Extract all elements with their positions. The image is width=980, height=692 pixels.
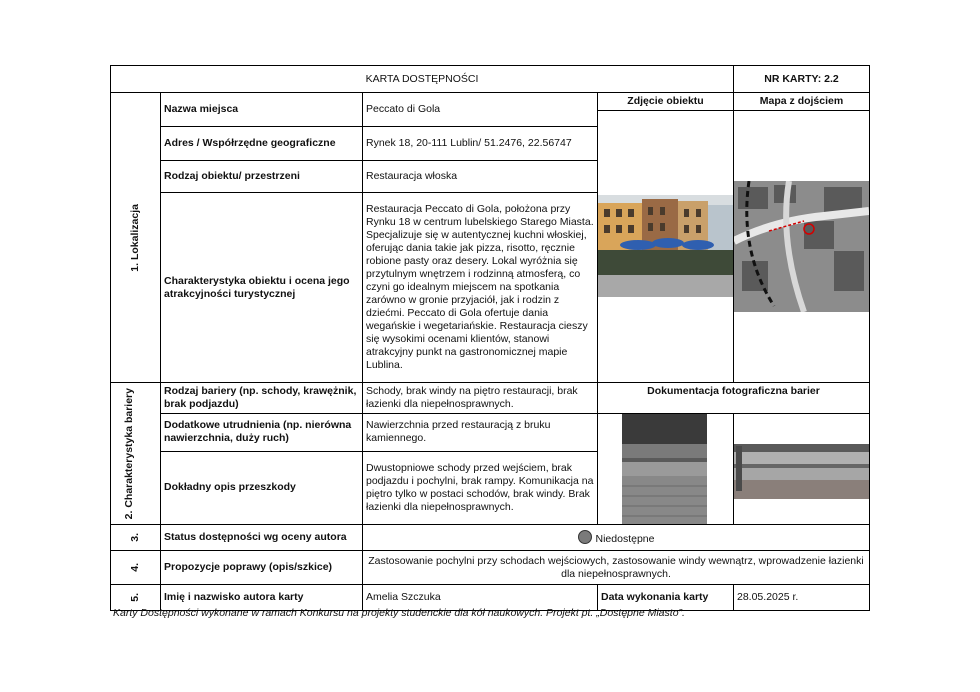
photo-header: Zdjęcie obiektu (598, 93, 734, 111)
accessibility-card-table (110, 65, 870, 611)
date-label: Data wykonania karty (598, 585, 734, 611)
object-photo-cell (598, 111, 734, 383)
section3-row (111, 525, 870, 551)
card-title: KARTA DOSTĘPNOŚCI (111, 66, 734, 93)
barrier-photo-cell-1 (598, 414, 734, 525)
docs-header: Dokumentacja fotograficzna barier (598, 383, 870, 414)
section2-row-1 (111, 383, 870, 414)
field-label: Charakterystyka obiektu i ocena jego atrakcyjności turystycznej (161, 193, 363, 383)
map-cell (734, 111, 870, 383)
field-label: Rodzaj bariery (np. schody, krawężnik, brak podjazdu) (161, 383, 363, 414)
section2-label: 2. Charakterystyka bariery (111, 383, 161, 525)
footnote: Karty Dostępności wykonane w ramach Konkursu na projekty studenckie dla kół naukowych. Projekt pt. „Dostępne Miasto”. (113, 607, 685, 619)
section4-row (111, 551, 870, 585)
status-value: Niedostępne (595, 532, 655, 545)
status-dot-icon (578, 530, 592, 544)
improvements-value: Zastosowanie pochylni przy schodach wejściowych, zastosowanie windy wewnątrz, wprowadzenie łazienki dla niepełnosprawnych. (363, 551, 870, 585)
header-row (111, 66, 870, 93)
entrance-stairs-photo (622, 414, 734, 524)
section3-label: 3. (111, 525, 161, 551)
section1-label: 1. Lokalizacja (111, 93, 161, 383)
section1-row-1 (111, 93, 870, 111)
field-label: Nazwa miejsca (161, 93, 363, 127)
status-title: Status dostępności wg oceny autora (161, 525, 363, 551)
field-value: Nawierzchnia przed restauracją z bruku kamiennego. (363, 414, 598, 452)
barrier-photo-cell-2 (734, 414, 870, 525)
section2-row-2 (111, 414, 870, 452)
field-value: Dwustopniowe schody przed wejściem, brak podjazdu i pochylni, brak rampy. Komunikacja na piętro tylko w postaci schodów, brak windy. Brak łazienki dla niepełnosprawnych. (363, 451, 598, 524)
map-header: Mapa z dojściem (734, 93, 870, 111)
field-value: Peccato di Gola (363, 93, 598, 127)
field-label: Adres / Współrzędne geograficzne (161, 127, 363, 161)
field-value: Restauracja Peccato di Gola, położona przy Rynku 18 w centrum lubelskiego Starego Miasta. Specjalizuje się w autentycznej kuchni włoskiej, oferując dania takie jak pizza, risotto, ręcznie robione pasty oraz desery. Lokal wyróżnia się przytulnym wnętrzem i rodzinną atmosferą, co czyni go idealnym miejscem na spotkania zarówno w gronie przyjaciół, jak i rodzin z dziećmi. Peccato di Gola ofertuje dania wegańskie i wegetariańskie. Restauracja cieszy się wysokimi ocenami klientów, stanowi atrakcyjny punkt na gastronomicznej mapie Lublina. (363, 193, 598, 383)
section4-label: 4. (111, 551, 161, 585)
field-value: Rynek 18, 20-111 Lublin/ 51.2476, 22.56747 (363, 127, 598, 161)
card-number: NR KARTY: 2.2 (734, 66, 870, 93)
field-label: Dodatkowe utrudnienia (np. nierówna nawierzchnia, duży ruch) (161, 414, 363, 452)
field-label: Rodzaj obiektu/ przestrzeni (161, 161, 363, 193)
author-value: Amelia Szczuka (363, 585, 598, 611)
section5-label: 5. (111, 585, 161, 611)
field-value: Schody, brak windy na piętro restauracji, brak łazienki dla niepełnosprawnych. (363, 383, 598, 414)
field-value: Restauracja włoska (363, 161, 598, 193)
date-value: 28.05.2025 r. (734, 585, 870, 611)
steps-photo (734, 444, 869, 499)
field-label: Dokładny opis przeszkody (161, 451, 363, 524)
improvements-title: Propozycje poprawy (opis/szkice) (161, 551, 363, 585)
status-cell (363, 525, 870, 551)
access-map (734, 181, 869, 312)
restaurant-photo (598, 195, 733, 297)
author-label: Imię i nazwisko autora karty (161, 585, 363, 611)
